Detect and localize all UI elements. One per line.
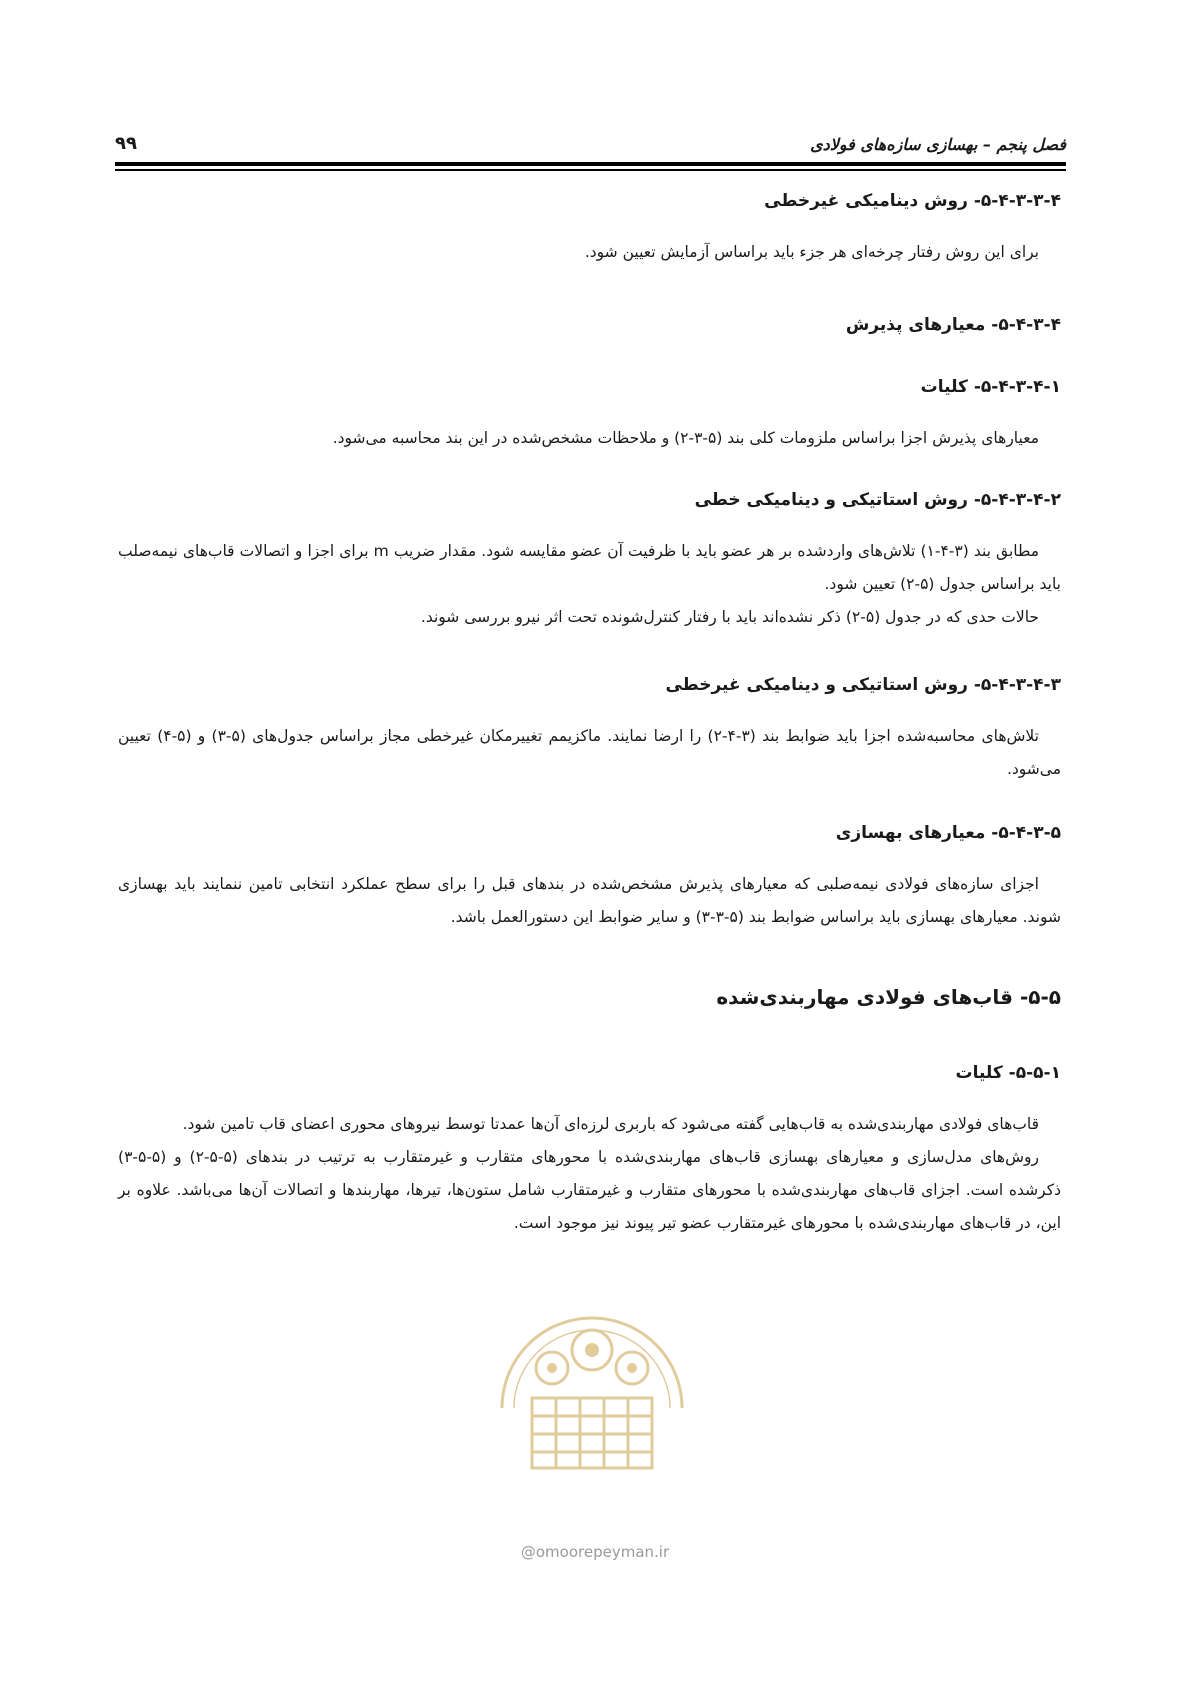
watermark-seal-icon (492, 1298, 692, 1488)
section-heading: ۵-۴-۳-۴- معیارهای پذیرش (845, 315, 1061, 335)
paragraph: مطابق بند (۳-۴-۱) تلاش‌های واردشده بر هر عضو باید با ظرفیت آن عضو مقایسه شود. مقدار ضریب m برای اجزا و اتصالات قاب‌های نیمه‌صلب باید براساس جدول (۵-۲) تعیین شود. (118, 542, 1061, 593)
section-heading: ۵-۴-۳-۳-۴- روش دینامیکی غیرخطی (764, 191, 1061, 211)
section-braced-frames (118, 981, 1061, 1013)
chapter-section-heading: ۵-۵- قاب‌های فولادی مهاربندی‌شده (716, 985, 1061, 1009)
watermark-text: @omoorepeyman.ir (520, 1543, 670, 1561)
paragraph: تلاش‌های محاسبه‌شده اجزا باید ضوابط بند (۳-۴-۲) را ارضا نمایند. ماکزیمم تغییرمکان غیرخطی مجاز براساس جدول‌های (۵-۳) و (۵-۴) تعیین می‌شود. (118, 727, 1061, 778)
section-acceptance-criteria (118, 310, 1061, 340)
section-nonlinear-methods (118, 670, 1061, 786)
section-heading: ۵-۴-۳-۵- معیارهای بهسازی (835, 823, 1061, 843)
section-heading: ۵-۵-۱- کلیات (955, 1063, 1061, 1083)
paragraph: حالات حدی که در جدول (۵-۲) ذکر نشده‌اند باید با رفتار کنترل‌شونده تحت اثر نیرو بررسی شوند. (420, 608, 1039, 626)
running-title: فصل پنجم – بهسازی سازه‌های فولادی (810, 135, 1066, 154)
paragraph: برای این روش رفتار چرخه‌ای هر جزء باید براساس آزمایش تعیین شود. (584, 243, 1039, 261)
section-heading: ۵-۴-۳-۴-۲- روش استاتیکی و دینامیکی خطی (694, 490, 1061, 510)
paragraph: روش‌های مدل‌سازی و معیارهای بهسازی قاب‌های مهاربندی‌شده با محورهای متقارب و غیرمتقارب به ترتیب در بندهای (۵-۵-۲) و (۵-۵-۳) ذکرشده است. اجزای قاب‌های مهاربندی‌شده با محورهای متقارب و غیرمتقارب شامل ستون‌ها، تیرها، مهاربندها و اتصالات آن‌ها می‌باشد. علاوه بر این، در قاب‌های مهاربندی‌شده با محورهای غیرمتقارب عضو تیر پیوند نیز موجود است. (118, 1148, 1061, 1232)
page-header (115, 124, 1066, 154)
paragraph: قاب‌های فولادی مهاربندی‌شده به قاب‌هایی گفته می‌شود که باربری لرزه‌ای آن‌ها عمدتا توسط نیروهای محوری اعضای قاب تامین شود. (182, 1115, 1039, 1133)
section-heading: ۵-۴-۳-۴-۳- روش استاتیکی و دینامیکی غیرخطی (665, 675, 1061, 695)
section-general (118, 372, 1061, 455)
header-rule-thick (115, 162, 1066, 166)
header-rule-thin (115, 169, 1066, 171)
page-number: ۹۹ (115, 133, 137, 154)
section-rehabilitation-criteria (118, 818, 1061, 934)
section-linear-methods (118, 485, 1061, 634)
section-braced-frames-general (118, 1058, 1061, 1240)
paragraph: معیارهای پذیرش اجزا براساس ملزومات کلی بند (۵-۳-۲) و ملاحظات مشخص‌شده در این بند محاسبه می‌شود. (332, 429, 1039, 447)
section-nonlinear-dynamic (118, 186, 1061, 269)
section-heading: ۵-۴-۳-۴-۱- کلیات (920, 377, 1061, 397)
paragraph: اجزای سازه‌های فولادی نیمه‌صلبی که معیارهای پذیرش مشخص‌شده در بندهای قبل را برای سطح عملکرد انتخابی تامین ننمایند باید بهسازی شوند. معیارهای بهسازی باید براساس ضوابط بند (۵-۳-۳) و سایر ضوابط این دستورالعمل باشد. (118, 875, 1061, 926)
